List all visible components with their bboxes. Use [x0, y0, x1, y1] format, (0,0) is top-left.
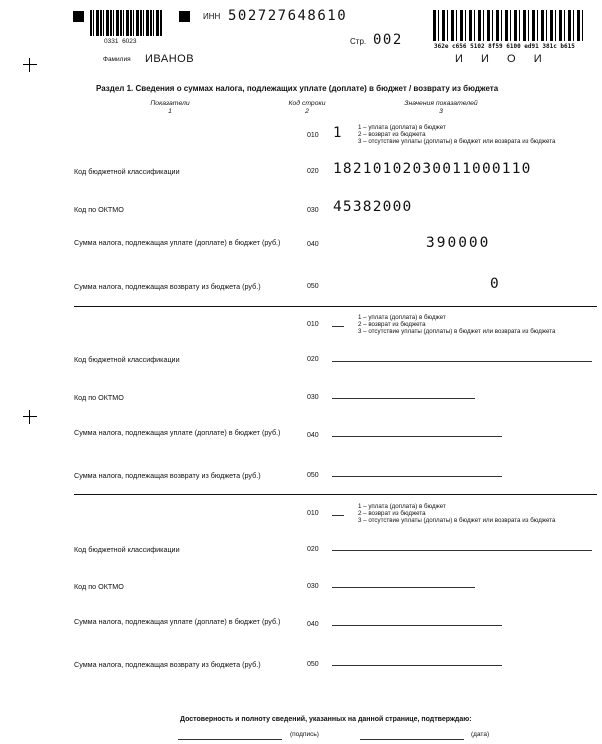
- block2-options: [358, 314, 555, 336]
- page-value: 002: [373, 32, 403, 48]
- surname-value: ИВАНОВ: [145, 53, 195, 65]
- block3-pay-label: Сумма налога, подлежащая уплате (доплате) в бюджет (руб.): [74, 617, 281, 626]
- code-040: 040: [307, 432, 319, 439]
- signature-line[interactable]: [178, 739, 282, 740]
- block3-type-field[interactable]: [332, 515, 344, 516]
- block2-pay-label: Сумма налога, подлежащая уплате (доплате) в бюджет (руб.): [74, 428, 281, 437]
- option-3: 3 – отсутствие уплаты (доплаты) в бюджет или возврата из бюджета: [358, 138, 556, 146]
- date-line[interactable]: [360, 739, 464, 740]
- option-2: 2 – возврат из бюджета: [358, 510, 426, 518]
- section-title: Раздел 1. Сведения о суммах налога, подлежащих уплате (доплате) в бюджет / возврату из бюджета: [96, 84, 499, 93]
- block2-kbk-field[interactable]: [332, 361, 592, 362]
- block2-oktmo-field[interactable]: [332, 398, 475, 399]
- code-030: 030: [307, 207, 319, 214]
- block3-refund-label: Сумма налога, подлежащая возврату из бюджета (руб.): [74, 660, 261, 669]
- code-050: 050: [307, 661, 319, 668]
- corner-marker-left: [73, 11, 84, 22]
- col-header-1-num: 1: [168, 108, 172, 115]
- block2-refund-field[interactable]: [332, 476, 502, 477]
- block1-kbk-value[interactable]: 18210102030011000110: [333, 161, 532, 177]
- option-3: 3 – отсутствие уплаты (доплаты) в бюджет или возврата из бюджета: [358, 328, 556, 336]
- block1-pay-label: Сумма налога, подлежащая уплате (доплате) в бюджет (руб.): [74, 238, 281, 247]
- block2-oktmo-label: Код по ОКТМО: [74, 393, 124, 402]
- barcode-left-number: 0331 6023: [104, 38, 137, 45]
- col-header-3-num: 3: [439, 108, 443, 115]
- signature-caption: (подпись): [290, 731, 319, 738]
- block3-oktmo-label: Код по ОКТМО: [74, 582, 124, 591]
- block3-options: [358, 503, 555, 525]
- block2-pay-field[interactable]: [332, 436, 502, 437]
- block3-pay-field[interactable]: [332, 625, 502, 626]
- inn-label: ИНН: [203, 12, 221, 21]
- barcode-left: [90, 10, 162, 36]
- block2-type-field[interactable]: [332, 326, 344, 327]
- col-header-1: Показатели: [150, 100, 190, 107]
- code-010: 010: [307, 321, 319, 328]
- registration-mark-top: [23, 58, 37, 72]
- block3-kbk-label: Код бюджетной классификации: [74, 545, 180, 554]
- initials-row: И И О И: [455, 53, 546, 65]
- option-1: 1 – уплата (доплата) в бюджет: [358, 314, 446, 321]
- corner-marker-mid: [179, 11, 190, 22]
- block1-type-value[interactable]: 1: [333, 125, 344, 141]
- code-050: 050: [307, 283, 319, 290]
- block1-oktmo-label: Код по ОКТМО: [74, 205, 124, 214]
- block3-kbk-field[interactable]: [332, 550, 592, 551]
- block1-oktmo-value[interactable]: 45382000: [333, 199, 413, 215]
- confirmation-text: Достоверность и полноту сведений, указанных на данной странице, подтверждаю:: [180, 716, 472, 723]
- block-divider-2: [74, 494, 597, 495]
- col-header-2: Код строки: [288, 100, 326, 107]
- code-040: 040: [307, 621, 319, 628]
- inn-value: 502727648610: [228, 8, 348, 24]
- surname-label: Фамилия: [103, 56, 131, 63]
- block3-oktmo-field[interactable]: [332, 587, 475, 588]
- option-2: 2 – возврат из бюджета: [358, 321, 426, 329]
- barcode-2d: [433, 10, 583, 41]
- block2-refund-label: Сумма налога, подлежащая возврату из бюджета (руб.): [74, 471, 261, 480]
- date-caption: (дата): [471, 731, 490, 738]
- option-1: 1 – уплата (доплата) в бюджет: [358, 503, 446, 510]
- block1-options: [358, 124, 555, 146]
- block-divider-1: [74, 306, 597, 307]
- registration-mark-mid: [23, 410, 37, 424]
- code-050: 050: [307, 472, 319, 479]
- page-label: Стр.: [350, 37, 367, 46]
- option-1: 1 – уплата (доплата) в бюджет: [358, 124, 446, 131]
- block1-refund-label: Сумма налога, подлежащая возврату из бюджета (руб.): [74, 282, 261, 291]
- block1-pay-value[interactable]: 390000: [426, 235, 491, 251]
- code-020: 020: [307, 168, 319, 175]
- code-010: 010: [307, 510, 319, 517]
- block1-refund-value[interactable]: 0: [490, 276, 501, 292]
- code-010: 010: [307, 132, 319, 139]
- code-030: 030: [307, 583, 319, 590]
- option-2: 2 – возврат из бюджета: [358, 131, 426, 139]
- code-030: 030: [307, 394, 319, 401]
- block3-refund-field[interactable]: [332, 665, 502, 666]
- block1-kbk-label: Код бюджетной классификации: [74, 167, 180, 176]
- block2-kbk-label: Код бюджетной классификации: [74, 355, 180, 364]
- col-header-2-num: 2: [305, 108, 309, 115]
- option-3: 3 – отсутствие уплаты (доплаты) в бюджет или возврата из бюджета: [358, 517, 556, 525]
- code-020: 020: [307, 546, 319, 553]
- code-020: 020: [307, 356, 319, 363]
- code-040: 040: [307, 241, 319, 248]
- barcode-2d-caption: 362e c656 5102 8f59 6100 ed91 381c b615: [434, 43, 575, 50]
- col-header-3: Значения показателей: [404, 100, 478, 107]
